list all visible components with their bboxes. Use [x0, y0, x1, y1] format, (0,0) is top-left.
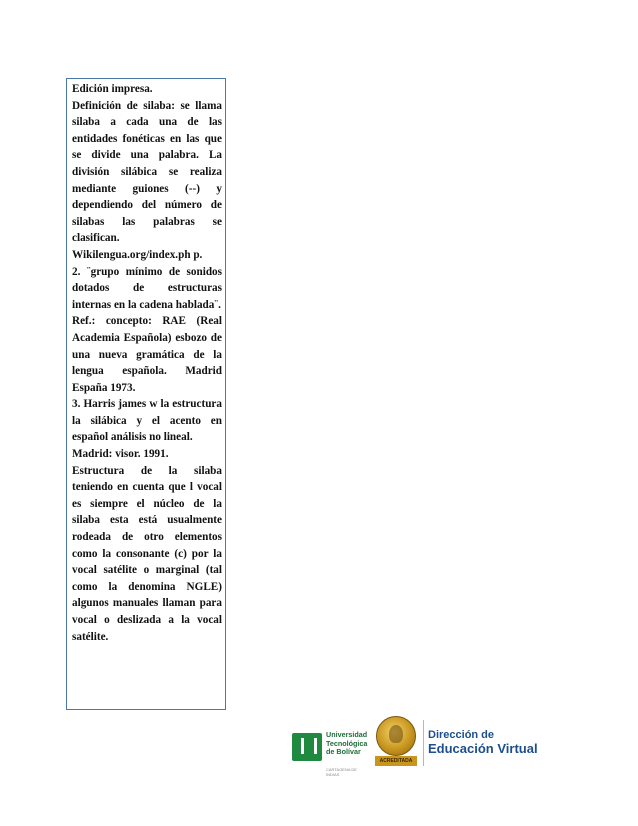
direccion-educacion-virtual-logo: Dirección de Educación Virtual: [428, 729, 538, 756]
text-paragraph: 3. Harris james w la estructura la silábica y el acento en español análisis no lineal.: [72, 398, 222, 444]
text-paragraph: Definición de silaba: se llama silaba a cada una de las entidades fonéticas en las que se divide una palabra. La división silábica se realiza mediante guiones (--) y dependiendo del número de silabas las palabras se clasifican.: [72, 99, 222, 245]
text-paragraph: Ref.: concepto: RAE (Real Academia Española) esbozo de una nueva gramática de la lengua española. Madrid España 1973.: [72, 315, 222, 394]
utb-tagline: CARTAGENA DE INDIAS: [326, 767, 357, 777]
footer-logos: [292, 714, 552, 778]
text-paragraph: Wikilengua.org/index.ph p.: [72, 248, 203, 261]
utb-name: Universidad Tecnológica de Bolívar: [326, 730, 368, 757]
text-paragraph: 2. ¨grupo mínimo de sonidos dotados de estructuras internas en la cadena hablada¨.: [72, 265, 222, 311]
seal-banner: ACREDITADA: [375, 756, 417, 766]
logo-divider: [423, 720, 424, 766]
text-paragraph: Estructura de la silaba teniendo en cuenta que l vocal es siempre el núcleo de la silaba esta está usualmente rodeada de otro elementos como la consonante (c) por la vocal satélite o marginal (tal como la denomina NGLE) algunos manuales llaman para vocal o deslizada a la vocal satélite.: [72, 464, 222, 643]
accreditation-seal-icon: [376, 716, 416, 756]
utb-logo: [292, 730, 368, 777]
text-paragraph: Edición impresa.: [72, 83, 153, 95]
citation-text-box: [66, 78, 226, 710]
utb-emblem-icon: [292, 733, 322, 761]
text-paragraph: Madrid: visor. 1991.: [72, 448, 169, 461]
